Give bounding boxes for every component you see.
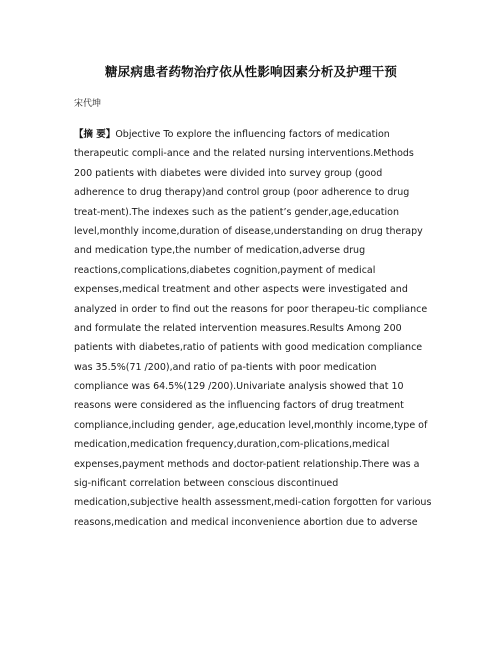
- abstract-line: and medication type,the number of medication,adverse drug: [74, 245, 366, 257]
- author-name: 宋代坤: [74, 99, 102, 109]
- abstract-line: and formulate the related intervention measures.Results Among 200: [74, 322, 402, 334]
- abstract-line: medication,subjective health assessment,medi-cation forgotten for various: [74, 497, 432, 509]
- abstract-line: reasons were considered as the influencing factors of drug treatment: [74, 400, 404, 412]
- abstract-line: expenses,payment methods and doctor-patient relationship.There was a: [74, 458, 420, 470]
- document-title: 糖尿病患者药物治疗依从性影响因素分析及护理干预: [104, 64, 398, 79]
- abstract-label: 【摘 要】: [74, 129, 116, 140]
- abstract-body: [74, 125, 432, 532]
- abstract-line-text: Objective To explore the influencing factors of medication: [115, 129, 390, 140]
- abstract-line: therapeutic compli-ance and the related nursing interventions.Methods: [74, 148, 414, 160]
- abstract-line: patients with diabetes,ratio of patients with good medication compliance: [74, 342, 423, 354]
- abstract-line: compliance,including gender, age,education level,monthly income,type of: [74, 419, 428, 431]
- abstract-line: [74, 125, 432, 144]
- abstract-line: sig-nificant correlation between conscious discontinued: [74, 478, 339, 490]
- abstract-line: treat-ment).The indexes such as the patient’s gender,age,education: [74, 206, 399, 218]
- abstract-line: reactions,complications,diabetes cognition,payment of medical: [74, 264, 376, 276]
- abstract-line: expenses,medical treatment and other aspects were investigated and: [74, 284, 408, 296]
- abstract-line: reasons,medication and medical inconvenience abortion due to adverse: [74, 516, 418, 528]
- abstract-line: 200 patients with diabetes were divided into survey group (good: [74, 167, 383, 179]
- abstract-line: analyzed in order to find out the reasons for poor therapeu-tic compliance: [74, 303, 428, 315]
- abstract-line: level,monthly income,duration of disease,understanding on drug therapy: [74, 225, 423, 237]
- abstract-line: compliance was 64.5%(129 /200).Univariate analysis showed that 10: [74, 381, 404, 393]
- abstract-line: adherence to drug therapy)and control group (poor adherence to drug: [74, 187, 410, 199]
- abstract-line: was 35.5%(71 /200),and ratio of pa-tients with poor medication: [74, 361, 377, 373]
- abstract-line: medication,medication frequency,duration,com-plications,medical: [74, 439, 390, 451]
